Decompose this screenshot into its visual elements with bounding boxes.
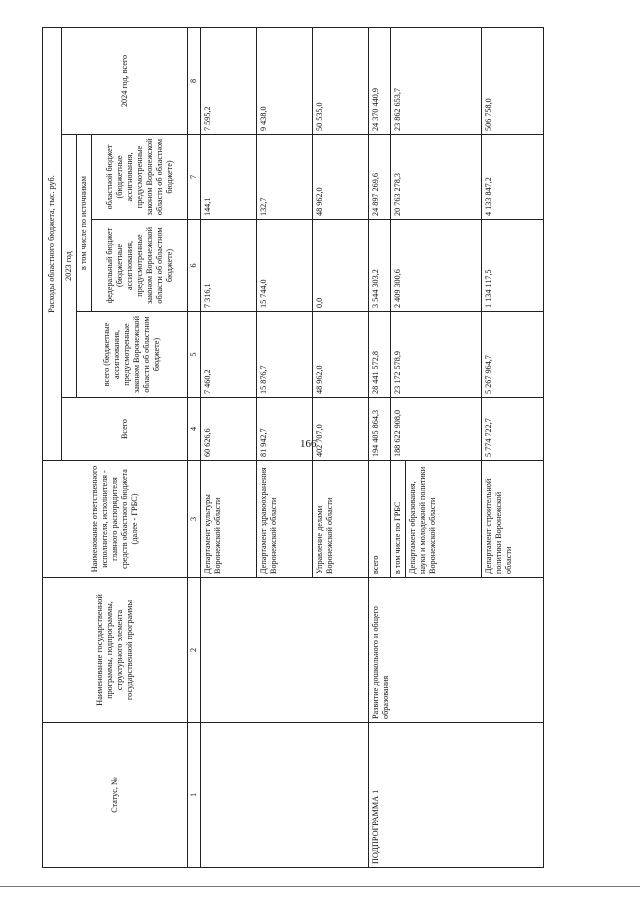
total-cell: 5 774 722,7 (482, 398, 544, 461)
y2024-cell: 24 370 440,9 (369, 27, 391, 134)
col-number: 8 (188, 27, 201, 134)
regional-cell: 144,1 (201, 135, 257, 220)
col-number: 4 (188, 398, 201, 461)
col-number: 3 (188, 461, 201, 578)
y2024-cell: 9 438,0 (257, 27, 313, 134)
y2024-cell: 50 535,0 (313, 27, 369, 134)
header-total: Всего (62, 398, 188, 461)
total-cell: 402 707,0 (313, 398, 369, 461)
all-2023-cell: 15 876,7 (257, 312, 313, 398)
regional-cell: 20 763 278,3 (391, 135, 482, 220)
col-number: 7 (188, 135, 201, 220)
total-cell: 194 405 864,3 (369, 398, 391, 461)
federal-cell: 3 544 303,2 (369, 220, 391, 312)
header-2024: 2024 год, всего (62, 27, 188, 134)
y2024-cell: 506 758,0 (482, 27, 544, 134)
regional-cell: 48 962,0 (313, 135, 369, 220)
table-row (201, 27, 257, 867)
y2024-cell: 23 862 653,7 (391, 27, 482, 134)
header-year-2023: 2023 год (62, 135, 77, 398)
all-2023-cell: 28 441 572,8 (369, 312, 391, 398)
budget-table (42, 27, 544, 868)
header-federal: федеральный бюджет (бюджетные ассигнования, предусмотренные законом Воронежской области об областном бюджете) (92, 220, 188, 312)
page-number: 166 (300, 438, 317, 450)
regional-cell: 132,7 (257, 135, 313, 220)
total-cell: 81 942,7 (257, 398, 313, 461)
all-2023-cell: 48 962,0 (313, 312, 369, 398)
subprogram-name: Развитие дошкольного и общего образования (369, 578, 544, 723)
all-2023-cell: 23 172 578,9 (391, 312, 482, 398)
federal-cell: 7 316,1 (201, 220, 257, 312)
header-name: Наименование государственной программы, подпрограммы, структурного элемента государственной программы (43, 578, 188, 723)
federal-cell: 2 409 300,6 (391, 220, 482, 312)
federal-cell: 1 134 117,5 (482, 220, 544, 312)
name-cell (201, 578, 369, 723)
all-2023-cell: 5 267 964,7 (482, 312, 544, 398)
header-regional: областной бюджет (бюджетные ассигнования, предусмотренные законом Воронежской области об областном бюджете) (92, 135, 188, 220)
all-2023-cell: 7 460,2 (201, 312, 257, 398)
executor-cell: Департамент строительной политики Воронежской области (482, 461, 544, 578)
executor-cell: Департамент образования, науки и молодежной политики Воронежской области (406, 461, 482, 578)
federal-cell: 0,0 (313, 220, 369, 312)
header-status: Статус, № (43, 723, 188, 868)
page-bottom-rule (0, 886, 640, 887)
regional-cell: 4 133 847,2 (482, 135, 544, 220)
total-cell: 188 622 908,0 (391, 398, 482, 461)
executor-cell: всего (369, 461, 391, 578)
header-all-budget: всего (бюджетные ассигнования, предусмотренные законом Воронежской области об областном бюджете) (77, 312, 188, 398)
col-number: 6 (188, 220, 201, 312)
executor-cell: Департамент здравоохранения Воронежской области (257, 461, 313, 578)
header-executor: Наименование ответственного исполнителя, исполнителя - главного распорядителя средств областного бюджета (далее - ГРБС) (43, 461, 188, 578)
col-number: 2 (188, 578, 201, 723)
subprogram-status: ПОДПРОГРАММА 1 (369, 723, 544, 868)
regional-cell: 24 897 269,6 (369, 135, 391, 220)
status-cell (201, 723, 369, 868)
grbs-label: в том числе по ГРБС (391, 461, 406, 578)
executor-cell: Управление делами Воронежской области (313, 461, 369, 578)
y2024-cell: 7 595,2 (201, 27, 257, 134)
total-cell: 60 626,6 (201, 398, 257, 461)
header-expenses-title: Расходы областного бюджета, тыс. руб. (43, 27, 62, 460)
federal-cell: 15 744,0 (257, 220, 313, 312)
executor-cell: Департамент культуры Воронежской области (201, 461, 257, 578)
col-number: 1 (188, 723, 201, 868)
subprogram-total-row (369, 27, 391, 867)
col-number: 5 (188, 312, 201, 398)
budget-table-rotated (42, 28, 612, 868)
header-by-source: в том числе по источникам (77, 135, 92, 312)
